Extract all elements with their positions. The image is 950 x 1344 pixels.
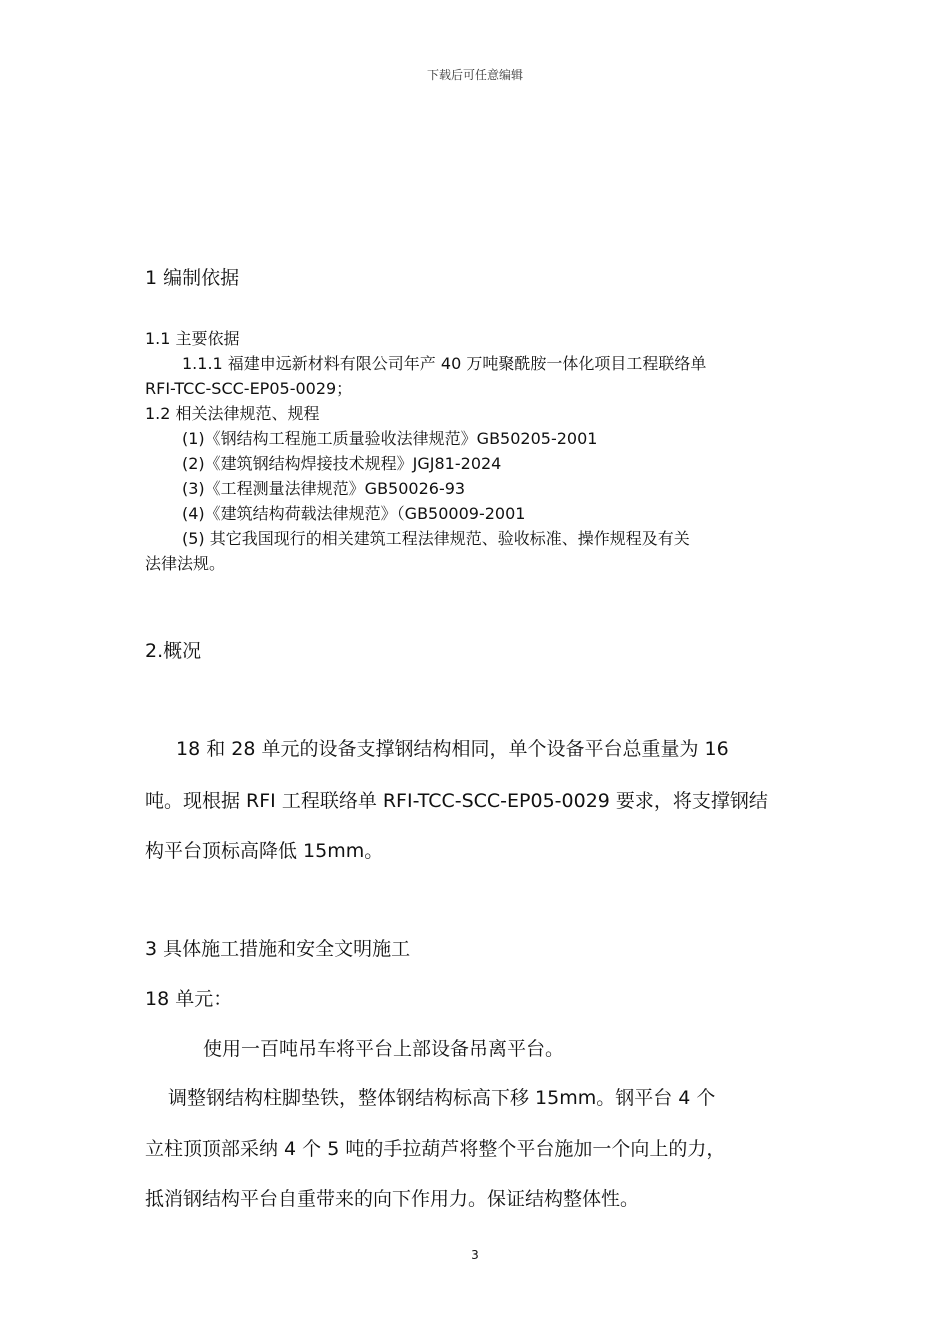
reference-item: (5) 其它我国现行的相关建筑工程法律规范、验收标准、操作规程及有关 [182, 529, 690, 548]
header-note: 下载后可任意编辑 [426, 68, 523, 82]
reference-item: (3)《工程测量法律规范》GB50026-93 [182, 479, 466, 498]
overview-paragraph-line1: 18 和 28 单元的设备支撑钢结构相同，单个设备平台总重量为 16 [176, 738, 729, 760]
item-1-1-1-line1: 1.1.1 福建申远新材料有限公司年产 40 万吨聚酰胺一体化项目工程联络单 [182, 354, 707, 373]
reference-item: (2)《建筑钢结构焊接技术规程》JGJ81-2024 [182, 454, 502, 473]
measure-paragraph-2-line1: 调整钢结构柱脚垫铁，整体钢结构标高下移 15mm。钢平台 4 个 [168, 1087, 716, 1109]
section-2-title: 2.概况 [145, 640, 202, 662]
subsection-1-2: 1.2 相关法律规范、规程 [145, 404, 320, 423]
reference-item-continued: 法律法规。 [145, 554, 226, 573]
unit-heading: 18 单元： [145, 988, 233, 1010]
subsection-1-1: 1.1 主要依据 [145, 329, 240, 348]
measure-paragraph-2-line2: 立柱顶顶部采纳 4 个 5 吨的手拉葫芦将整个平台施加一个向上的力， [145, 1138, 726, 1160]
overview-paragraph-line3: 构平台顶标高降低 15mm。 [145, 840, 384, 862]
section-3-title: 3 具体施工措施和安全文明施工 [145, 938, 411, 960]
item-1-1-1-line2: RFI-TCC-SCC-EP05-0029； [145, 379, 353, 398]
reference-item: (4)《建筑结构荷载法律规范》（GB50009-2001 [182, 504, 526, 523]
page-number: 3 [471, 1248, 479, 1262]
overview-paragraph-line2: 吨。现根据 RFI 工程联络单 RFI-TCC-SCC-EP05-0029 要求，将支撑钢结 [145, 790, 768, 812]
measure-paragraph-2-line3: 抵消钢结构平台自重带来的向下作用力。保证结构整体性。 [145, 1188, 640, 1210]
measure-paragraph-1: 使用一百吨吊车将平台上部设备吊离平台。 [203, 1038, 565, 1060]
section-1-title: 1 编制依据 [145, 267, 240, 289]
reference-item: (1)《钢结构工程施工质量验收法律规范》GB50205-2001 [182, 429, 598, 448]
